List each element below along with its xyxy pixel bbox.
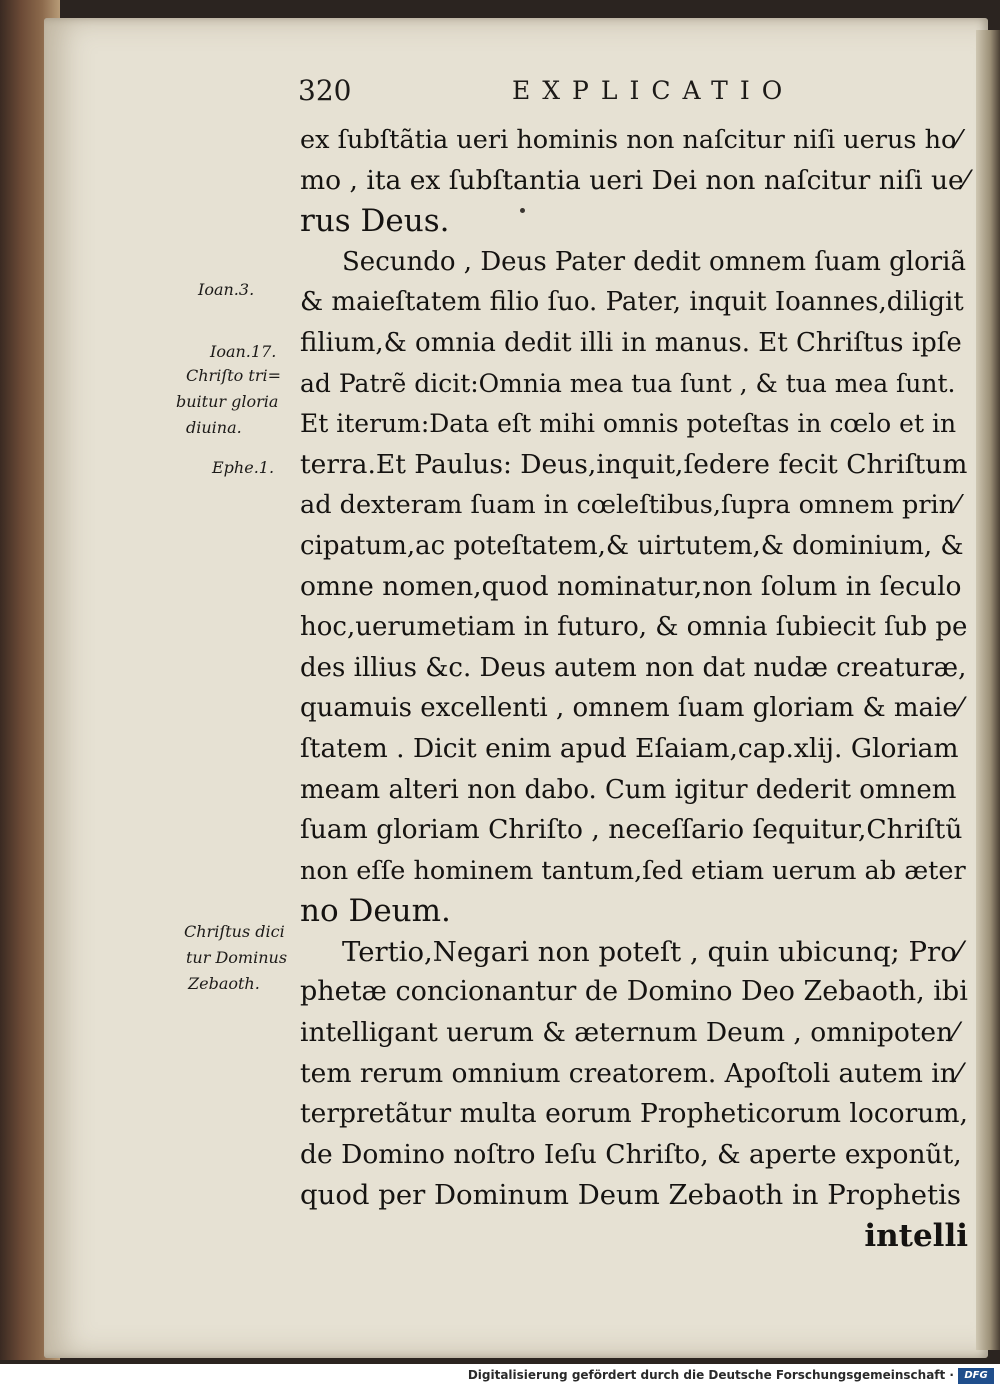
footer-bar bbox=[0, 1364, 1000, 1388]
text-line: omne nomen,quod nominatur,non ſolum in ſeculo bbox=[300, 570, 962, 602]
text-line: ad dexteram ſuam in cœleſtibus,ſupra omnem prin⁄ bbox=[300, 490, 960, 521]
dfg-logo: DFG bbox=[958, 1368, 994, 1384]
text-line: phetæ concionantur de Domino Deo Zebaoth, ibi bbox=[300, 976, 968, 1008]
margin-note-ephe1: Ephe.1. bbox=[212, 458, 275, 477]
running-title: EXPLICATIO bbox=[512, 76, 795, 105]
text-line: hoc,uerumetiam in futuro, & omnia ſubiecit ſub pe bbox=[300, 612, 968, 643]
text-line: quod per Dominum Deum Zebaoth in Prophetis bbox=[300, 1179, 961, 1212]
text-line: rus Deus. bbox=[300, 203, 450, 240]
margin-note-dominus-3: Zebaoth. bbox=[188, 974, 260, 993]
margin-note-joan17: Ioan.17. bbox=[210, 342, 277, 361]
page-header bbox=[0, 74, 1000, 110]
text-line: tem rerum omnium creatorem. Apoſtoli autem in⁄ bbox=[300, 1057, 962, 1089]
margin-note-dominus-2: tur Dominus bbox=[186, 948, 288, 967]
text-line: Secundo , Deus Pater dedit omnem ſuam gloriã bbox=[342, 246, 966, 277]
text-line: ſtatem . Dicit enim apud Eſaiam,cap.xlij. Gloriam bbox=[300, 732, 959, 764]
text-line: intelligant uerum & æternum Deum , omnipoten⁄ bbox=[300, 1017, 958, 1049]
text-line: non eſſe hominem tantum,ſed etiam uerum ab æter bbox=[300, 855, 966, 886]
text-line: quamuis excellenti , omnem ſuam gloriam & maie⁄ bbox=[300, 693, 963, 724]
text-line: ex ſubſtãtia ueri hominis non naſcitur niſi uerus ho⁄ bbox=[300, 125, 961, 155]
text-line: meam alteri non dabo. Cum igitur dederit omnem bbox=[300, 774, 957, 805]
margin-note-joan3: Ioan.3. bbox=[198, 280, 255, 299]
text-line: Tertio,Negari non poteſt , quin ubicunq; Pro⁄ bbox=[342, 935, 962, 968]
text-line: terra.Et Paulus: Deus,inquit,ſedere fecit Chriſtum bbox=[300, 448, 968, 480]
text-line: de Domino noſtro Ieſu Chriſto, & aperte exponũt, bbox=[300, 1138, 962, 1170]
text-line: des illius &c. Deus autem non dat nudæ creaturæ, bbox=[300, 652, 967, 683]
text-line: mo , ita ex ſubſtantia ueri Dei non naſcitur niſi ue⁄ bbox=[300, 164, 969, 196]
catchword: intelli bbox=[864, 1218, 968, 1255]
margin-note-gloria-1: Chriſto tri= bbox=[186, 366, 281, 385]
margin-note-gloria-2: buitur gloria bbox=[176, 392, 279, 411]
text-line: Et iterum:Data eſt mihi omnis poteſtas in cœlo et in bbox=[300, 409, 957, 439]
page-edge bbox=[976, 30, 1000, 1350]
body-text bbox=[300, 120, 968, 1257]
text-line: cipatum,ac poteſtatem,& uirtutem,& dominium, & bbox=[300, 530, 964, 561]
margin-note-dominus-1: Chriſtus dici bbox=[184, 922, 285, 941]
text-line: ſuam gloriam Chriſto , neceſſario ſequitur,Chriſtũ bbox=[300, 814, 963, 846]
text-line: filium,& omnia dedit illi in manus. Et Chriſtus ipſe bbox=[300, 327, 962, 358]
page-number: 320 bbox=[298, 74, 352, 107]
text-line: no Deum. bbox=[300, 893, 451, 930]
text-line: ad Patrẽ dicit:Omnia mea tua ſunt , & tua mea ſunt. bbox=[300, 368, 956, 398]
funding-credit: Digitalisierung gefördert durch die Deutsche Forschungsgemeinschaft · bbox=[467, 1368, 954, 1382]
text-line: & maieſtatem filio ſuo. Pater, inquit Ioannes,diligit bbox=[300, 287, 964, 318]
margin-note-gloria-3: diuina. bbox=[186, 418, 242, 437]
text-line: terpretãtur multa eorum Propheticorum locorum, bbox=[300, 1098, 968, 1130]
